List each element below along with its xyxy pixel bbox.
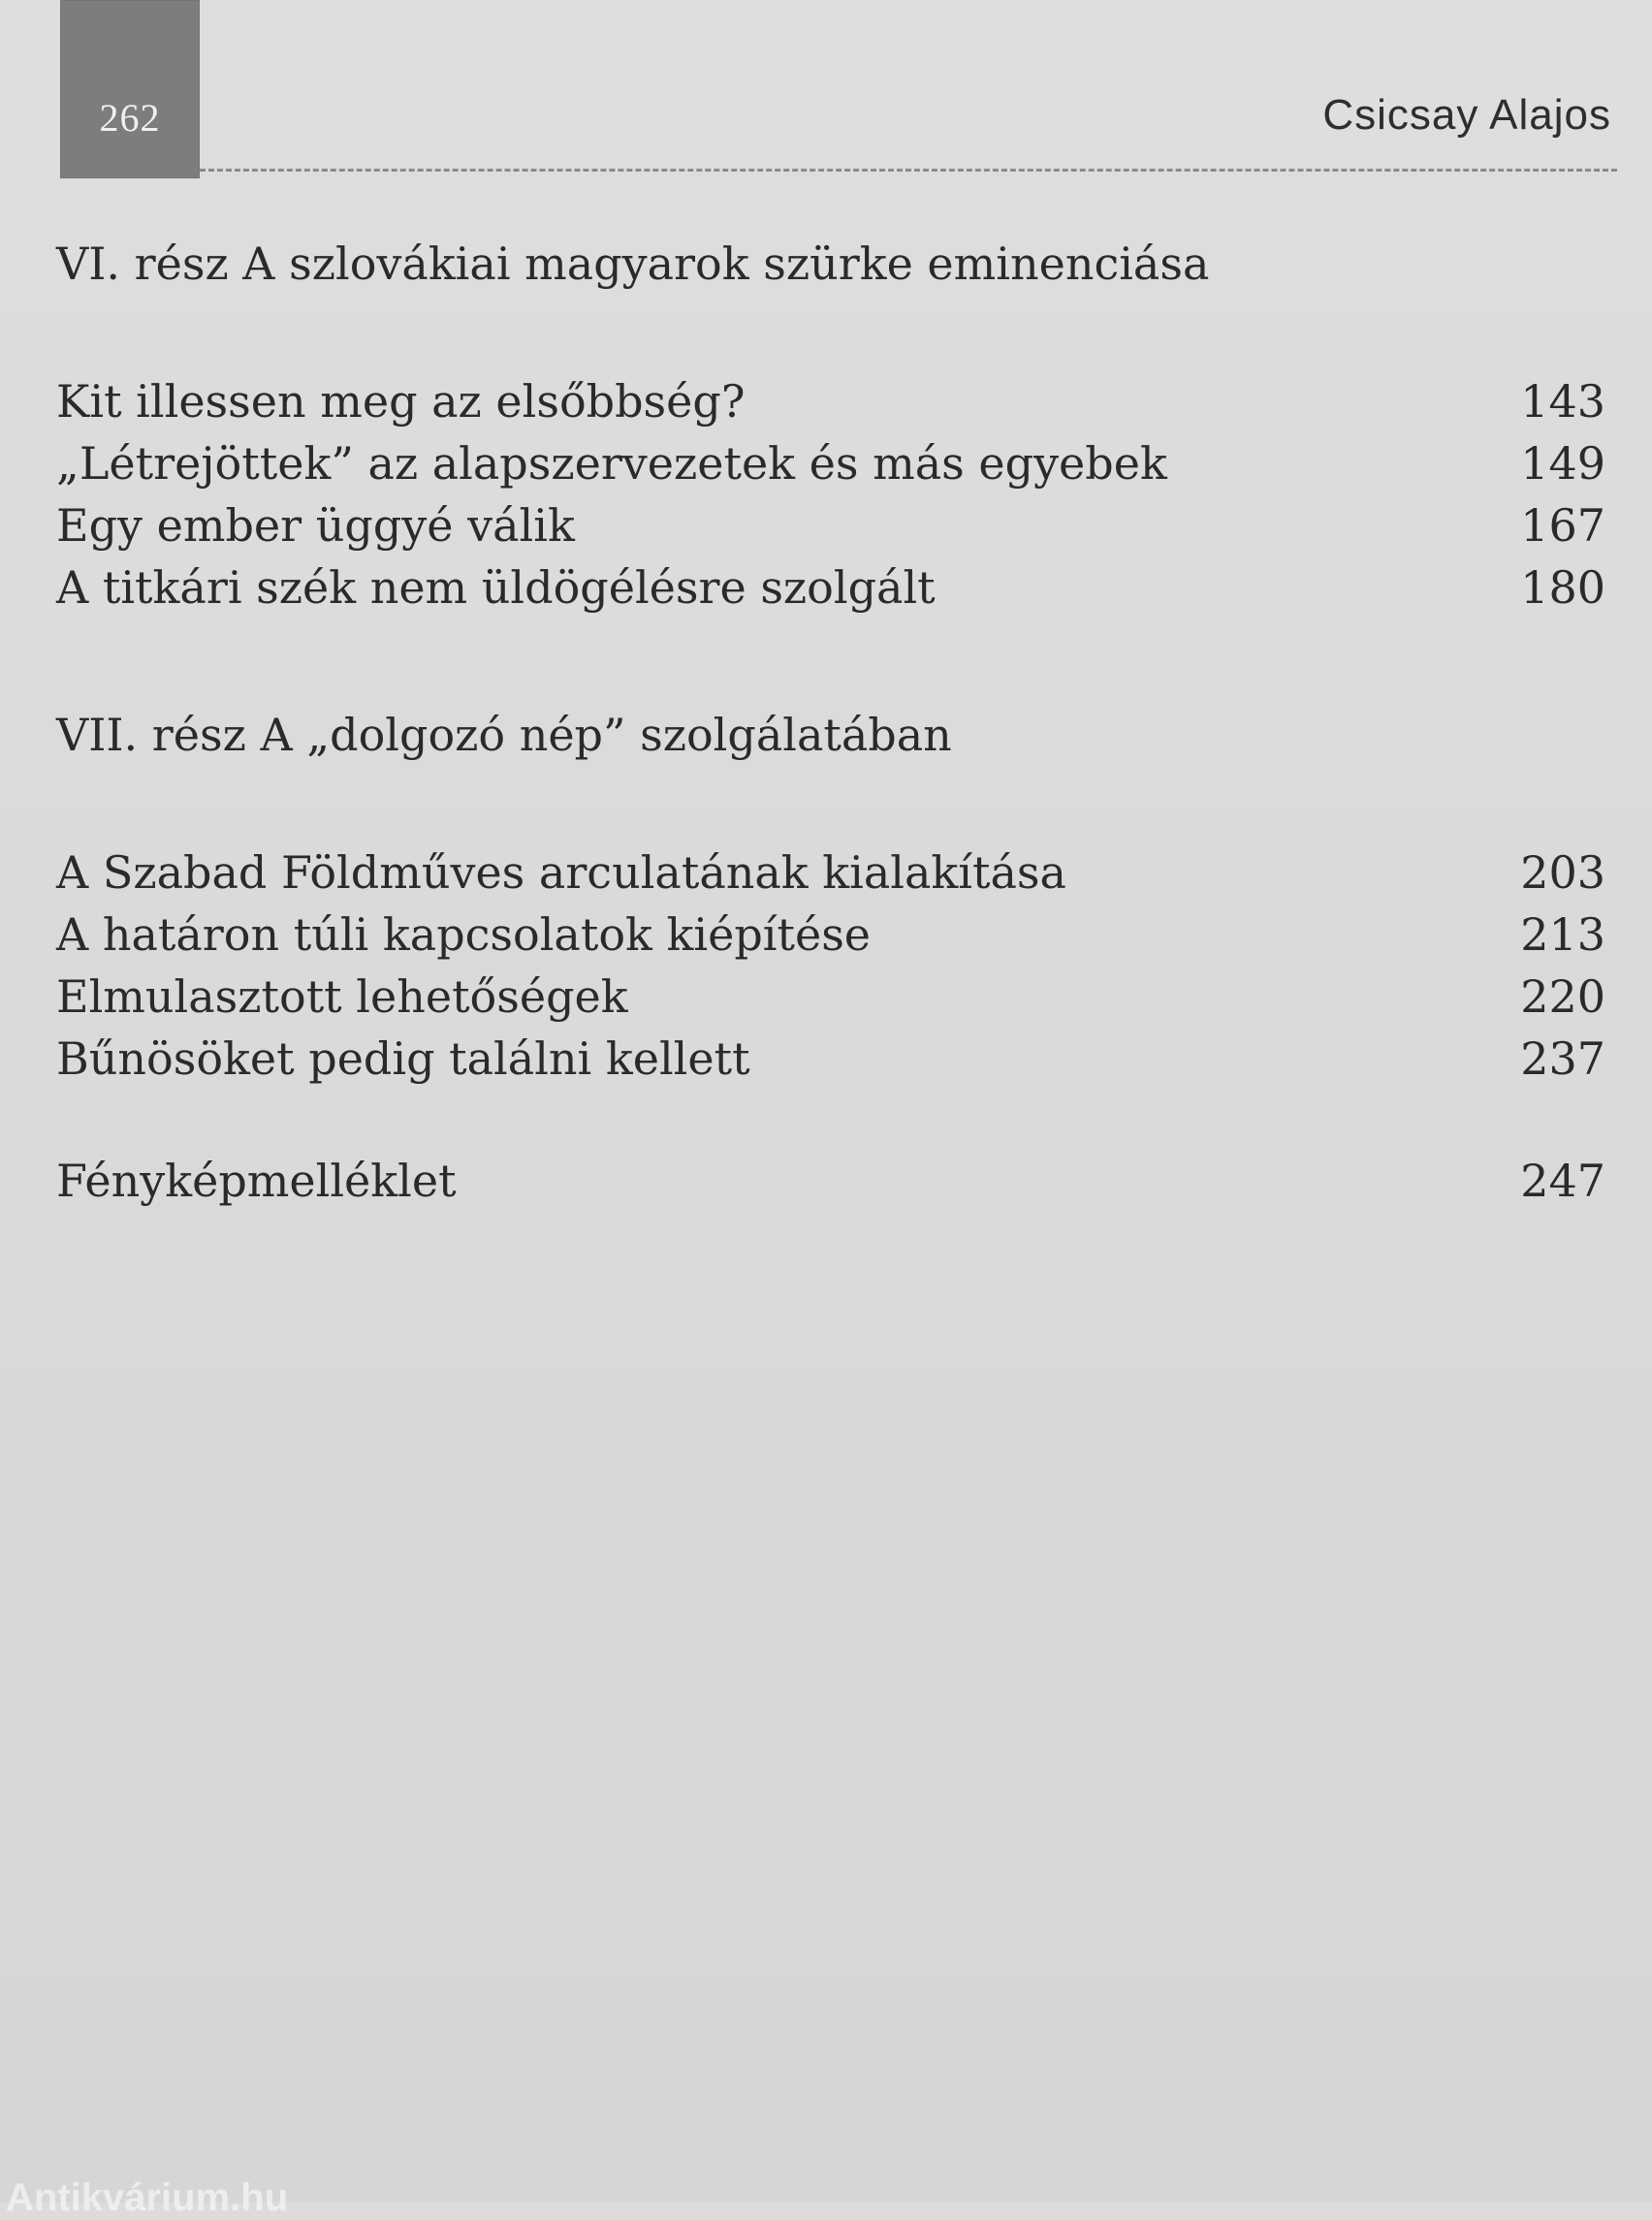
toc-entry [56,494,1605,556]
toc-entry-title: „Létrejöttek” az alapszervezetek és más egyebek [56,437,1167,490]
toc-entry-title: Egy ember üggyé válik [56,499,575,552]
toc-entry-page: 167 [1520,499,1605,552]
toc-entry [56,841,1605,904]
toc-entry-page: 203 [1520,846,1605,899]
toc-entry [56,966,1605,1028]
toc-entry-title: Fényképmelléklet [56,1155,457,1207]
toc-entry-page: 180 [1520,561,1605,614]
toc-entry [56,556,1605,618]
toc-entry-title: A titkári szék nem üldögélésre szolgált [56,561,936,614]
running-header-author: Csicsay Alajos [1322,91,1611,139]
toc-entry-title: A határon túli kapcsolatok kiépítése [56,908,872,961]
toc-entry-title: Kit illessen meg az elsőbbség? [56,375,746,428]
toc-entry-title: A Szabad Földműves arculatának kialakítása [56,846,1066,899]
toc-entry [56,904,1605,966]
part-heading-vii: VII. rész A „dolgozó nép” szolgálatában [56,709,952,761]
toc-entries-part-vi [56,370,1605,618]
toc-entry [56,1028,1605,1090]
toc-entry-page: 247 [1520,1155,1605,1207]
page-number-tab [60,0,200,178]
header-dashed-rule [200,169,1617,172]
toc-entry [56,432,1605,494]
spacer [56,618,1605,704]
watermark: Antikvárium.hu [6,2176,289,2219]
toc-entry-page: 213 [1520,908,1605,961]
page-number: 262 [99,96,161,140]
toc-entry-page: 220 [1520,970,1605,1023]
table-of-contents [56,233,1605,1212]
toc-entry-appendix [56,1150,1605,1212]
spacer [56,1090,1605,1150]
toc-entry-page: 237 [1520,1032,1605,1085]
toc-entry-page: 143 [1520,375,1605,428]
toc-entry-title: Elmulasztott lehetőségek [56,970,628,1023]
part-heading-vi: VI. rész A szlovákiai magyarok szürke eminenciása [56,238,1210,290]
toc-entry [56,370,1605,432]
toc-entry-page: 149 [1520,437,1605,490]
toc-entries-part-vii [56,841,1605,1090]
toc-entry-title: Bűnösöket pedig találni kellett [56,1032,750,1085]
